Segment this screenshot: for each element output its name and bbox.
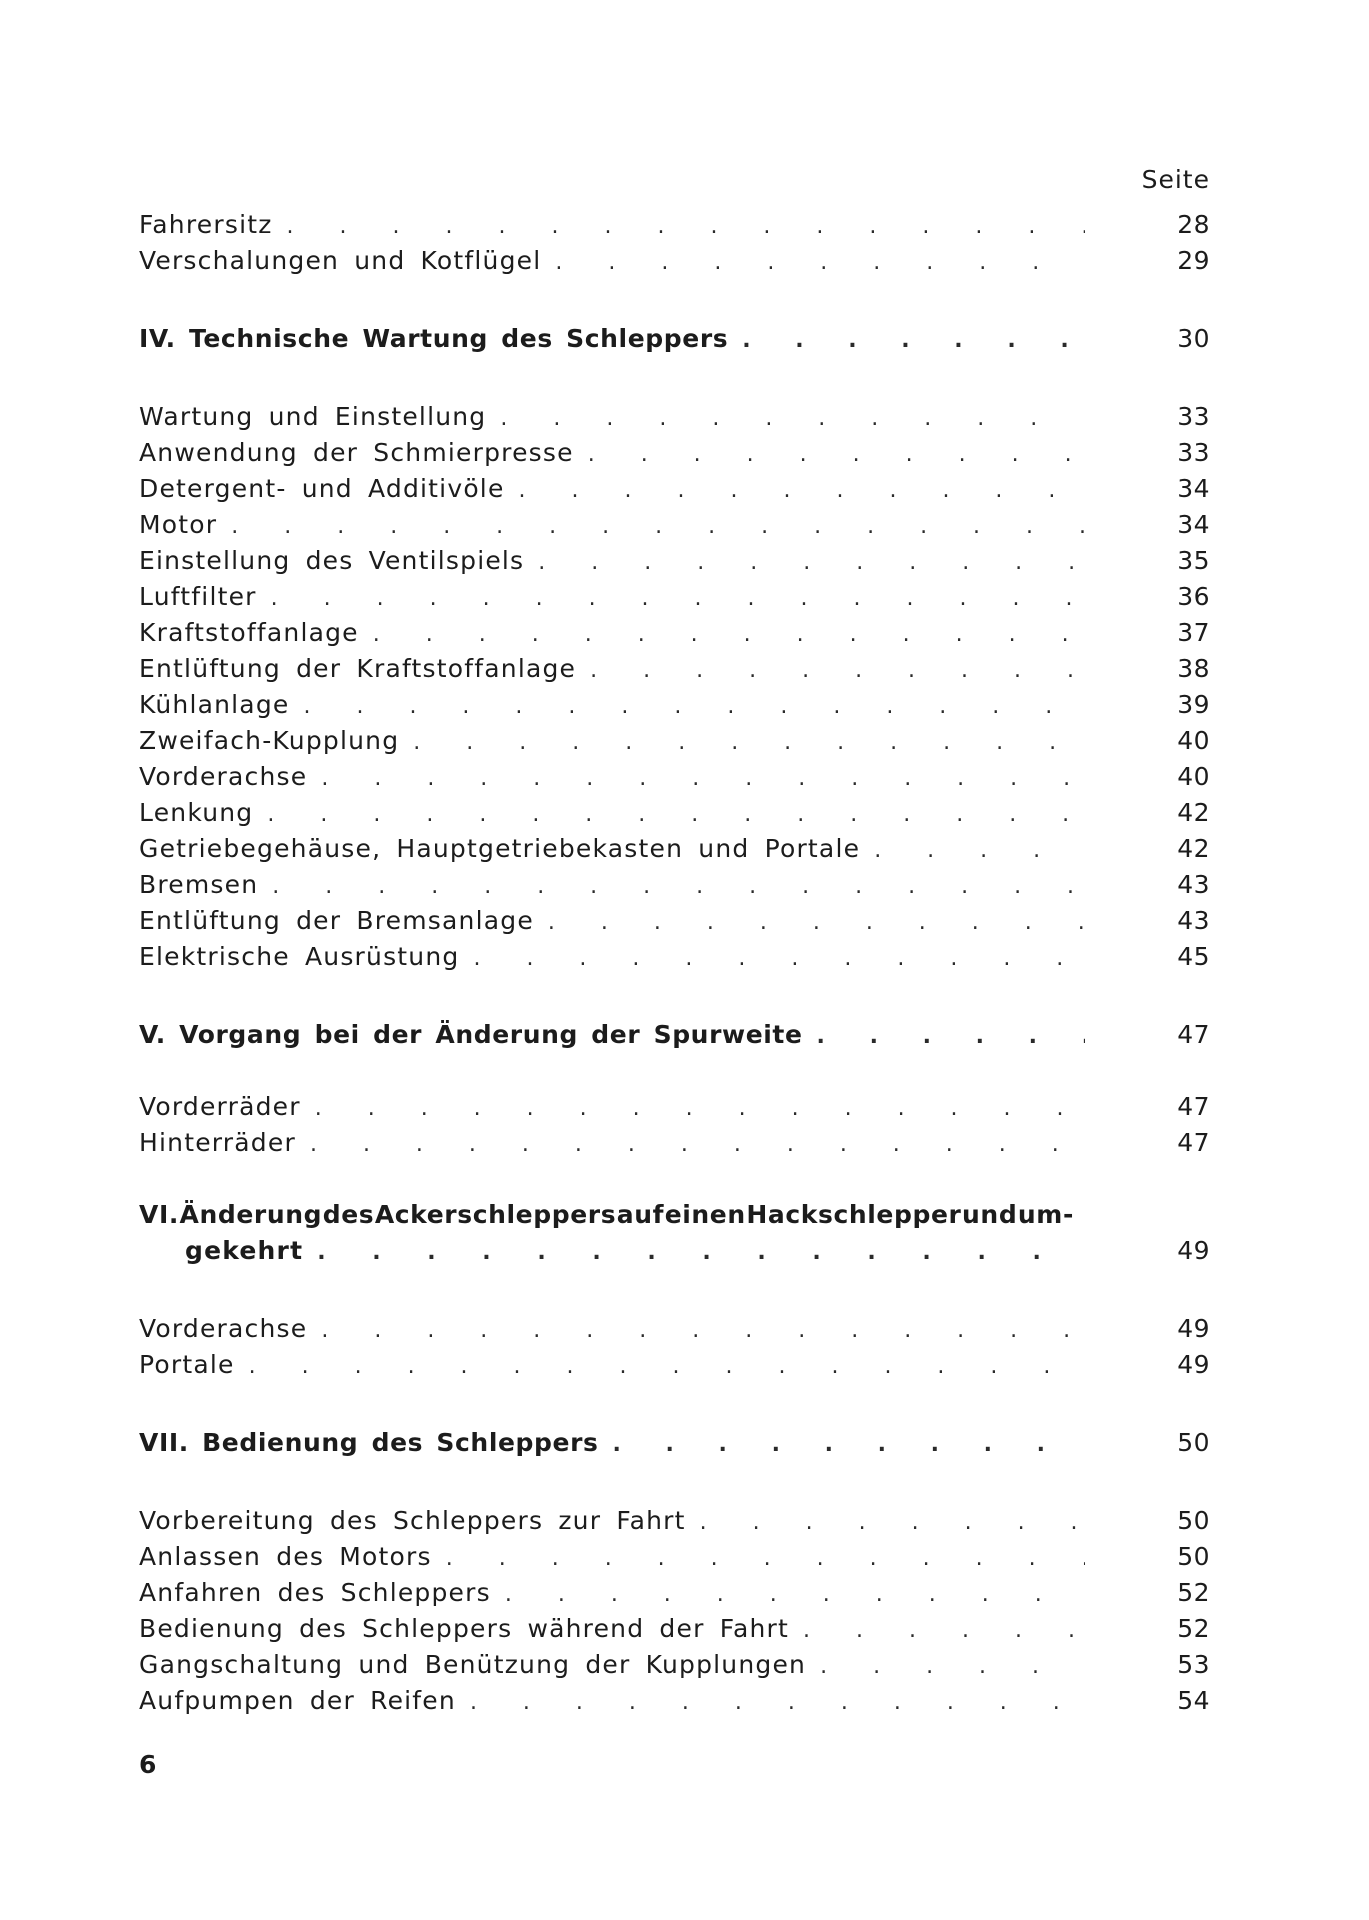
table-of-contents xyxy=(139,210,1210,1722)
dot-leader xyxy=(271,586,1085,611)
dot-leader xyxy=(272,874,1085,899)
heading-word: einen xyxy=(664,1200,746,1229)
toc-entry-title: Vorbereitung des Schleppers zur Fahrt xyxy=(139,1506,686,1535)
toc-entry-page: 47 xyxy=(1177,1092,1210,1121)
toc-entry-title: Getriebegehäuse, Hauptgetriebekasten und Portale xyxy=(139,834,861,863)
toc-entry xyxy=(139,1506,1210,1542)
dot-leader xyxy=(249,1354,1085,1379)
toc-heading-page: 47 xyxy=(1177,1020,1210,1049)
toc-entry-page: 53 xyxy=(1177,1650,1210,1679)
toc-entry xyxy=(139,546,1210,582)
toc-heading-page: 50 xyxy=(1177,1428,1210,1457)
dot-leader xyxy=(321,1318,1085,1343)
toc-heading-title: IV. Technische Wartung des Schleppers xyxy=(139,324,729,353)
dot-leader xyxy=(267,802,1085,827)
toc-entry-title: Bremsen xyxy=(139,870,259,899)
toc-entry-title: Einstellung des Ventilspiels xyxy=(139,546,525,575)
toc-heading-line1 xyxy=(139,1200,1074,1236)
toc-entry-page: 33 xyxy=(1177,438,1210,467)
toc-entry xyxy=(139,1350,1210,1386)
toc-entry xyxy=(139,618,1210,654)
dot-leader xyxy=(519,478,1085,503)
toc-entry-page: 34 xyxy=(1177,510,1210,539)
toc-entry-title: Wartung und Einstellung xyxy=(139,402,487,431)
toc-entry-page: 43 xyxy=(1177,906,1210,935)
toc-entry xyxy=(139,690,1210,726)
toc-entry-page: 38 xyxy=(1177,654,1210,683)
toc-entry-title: Vorderachse xyxy=(139,762,308,791)
toc-entry xyxy=(139,582,1210,618)
toc-chapter-heading-multiline xyxy=(139,1200,1210,1272)
toc-entry-page: 33 xyxy=(1177,402,1210,431)
toc-entry-title: Gangschaltung und Benützung der Kupplungen xyxy=(139,1650,807,1679)
toc-entry-title: Lenkung xyxy=(139,798,254,827)
dot-leader xyxy=(548,910,1085,935)
dot-leader xyxy=(373,622,1085,647)
toc-entry xyxy=(139,1578,1210,1614)
dot-leader xyxy=(590,658,1085,683)
dot-leader xyxy=(315,1096,1085,1121)
toc-entry-title: Zweifach-Kupplung xyxy=(139,726,400,755)
toc-entry xyxy=(139,798,1210,834)
toc-entry-page: 36 xyxy=(1177,582,1210,611)
toc-entry xyxy=(139,402,1210,438)
toc-entry xyxy=(139,1092,1210,1128)
toc-chapter-heading xyxy=(139,1020,1210,1056)
toc-entry-page: 42 xyxy=(1177,798,1210,827)
toc-entry-title: Aufpumpen der Reifen xyxy=(139,1686,456,1715)
heading-word: Änderung xyxy=(179,1200,323,1229)
toc-entry-page: 50 xyxy=(1177,1542,1210,1571)
toc-entry xyxy=(139,942,1210,978)
toc-entry-page: 29 xyxy=(1177,246,1210,275)
dot-leader xyxy=(473,946,1085,971)
dot-leader xyxy=(742,328,1085,353)
dot-leader xyxy=(231,514,1085,539)
toc-entry-title: Elektrische Ausrüstung xyxy=(139,942,460,971)
dot-leader xyxy=(505,1582,1085,1607)
toc-entry xyxy=(139,438,1210,474)
toc-entry xyxy=(139,1686,1210,1722)
toc-entry-title: Vorderachse xyxy=(139,1314,308,1343)
heading-word: Ackerschleppers xyxy=(374,1200,617,1229)
dot-leader xyxy=(613,1432,1085,1457)
seite-column-label: Seite xyxy=(1141,165,1210,194)
toc-heading-page: 30 xyxy=(1177,324,1210,353)
toc-chapter-heading xyxy=(139,1428,1210,1464)
toc-entry xyxy=(139,510,1210,546)
toc-entry-page: 47 xyxy=(1177,1128,1210,1157)
toc-entry-page: 52 xyxy=(1177,1614,1210,1643)
page-number: 6 xyxy=(139,1750,157,1779)
toc-entry-title: Motor xyxy=(139,510,218,539)
dot-leader xyxy=(874,838,1085,863)
toc-entry xyxy=(139,1314,1210,1350)
toc-entry xyxy=(139,726,1210,762)
toc-entry-title: Verschalungen und Kotflügel xyxy=(139,246,542,275)
toc-entry-page: 52 xyxy=(1177,1578,1210,1607)
toc-entry-page: 45 xyxy=(1177,942,1210,971)
toc-entry-page: 35 xyxy=(1177,546,1210,575)
dot-leader xyxy=(413,730,1085,755)
toc-entry-title: Entlüftung der Bremsanlage xyxy=(139,906,534,935)
heading-word: auf xyxy=(616,1200,665,1229)
toc-entry-title: Hinterräder xyxy=(139,1128,296,1157)
dot-leader xyxy=(287,214,1085,239)
toc-entry xyxy=(139,474,1210,510)
toc-entry xyxy=(139,1542,1210,1578)
dot-leader xyxy=(555,250,1085,275)
toc-entry-page: 42 xyxy=(1177,834,1210,863)
toc-entry-page: 43 xyxy=(1177,870,1210,899)
heading-word: des xyxy=(322,1200,375,1229)
toc-entry-title: Anfahren des Schleppers xyxy=(139,1578,491,1607)
toc-entry-title: Vorderräder xyxy=(139,1092,301,1121)
toc-entry-page: 54 xyxy=(1177,1686,1210,1715)
toc-entry-page: 40 xyxy=(1177,726,1210,755)
toc-entry-title: Bedienung des Schleppers während der Fahrt xyxy=(139,1614,790,1643)
toc-entry-page: 34 xyxy=(1177,474,1210,503)
toc-entry xyxy=(139,1650,1210,1686)
toc-chapter-heading xyxy=(139,324,1210,360)
toc-entry-title: Anwendung der Schmierpresse xyxy=(139,438,574,467)
toc-entry xyxy=(139,210,1210,246)
toc-entry-page: 49 xyxy=(1177,1314,1210,1343)
toc-entry-page: 40 xyxy=(1177,762,1210,791)
toc-entry xyxy=(139,834,1210,870)
dot-leader xyxy=(317,1240,1085,1265)
toc-entry-title: Luftfilter xyxy=(139,582,257,611)
toc-entry xyxy=(139,654,1210,690)
dot-leader xyxy=(500,406,1085,431)
dot-leader xyxy=(700,1510,1085,1535)
dot-leader xyxy=(310,1132,1085,1157)
toc-entry-title: Anlassen des Motors xyxy=(139,1542,432,1571)
toc-heading-page: 49 xyxy=(1177,1236,1210,1265)
toc-entry-page: 39 xyxy=(1177,690,1210,719)
dot-leader xyxy=(803,1618,1085,1643)
heading-word: und xyxy=(962,1200,1018,1229)
dot-leader xyxy=(303,694,1085,719)
toc-entry xyxy=(139,762,1210,798)
dot-leader xyxy=(588,442,1085,467)
toc-entry xyxy=(139,246,1210,282)
dot-leader xyxy=(817,1024,1085,1049)
dot-leader xyxy=(820,1654,1085,1679)
dot-leader xyxy=(446,1546,1085,1571)
toc-entry-title: Portale xyxy=(139,1350,235,1379)
heading-word: Hackschlepper xyxy=(746,1200,962,1229)
toc-heading-title: gekehrt xyxy=(185,1236,304,1265)
toc-entry xyxy=(139,1128,1210,1164)
toc-entry-page: 28 xyxy=(1177,210,1210,239)
heading-word: VI. xyxy=(139,1200,179,1229)
toc-entry-title: Kraftstoffanlage xyxy=(139,618,359,647)
dot-leader xyxy=(470,1690,1085,1715)
toc-entry xyxy=(139,1614,1210,1650)
toc-entry xyxy=(139,870,1210,906)
toc-entry-title: Detergent- und Additivöle xyxy=(139,474,505,503)
toc-heading-title: VII. Bedienung des Schleppers xyxy=(139,1428,599,1457)
toc-entry-page: 37 xyxy=(1177,618,1210,647)
toc-entry-title: Kühlanlage xyxy=(139,690,290,719)
dot-leader xyxy=(538,550,1085,575)
toc-entry-page: 50 xyxy=(1177,1506,1210,1535)
toc-entry xyxy=(139,906,1210,942)
toc-entry-page: 49 xyxy=(1177,1350,1210,1379)
toc-heading-title: V. Vorgang bei der Änderung der Spurweite xyxy=(139,1020,803,1049)
heading-word: um- xyxy=(1017,1200,1074,1229)
toc-entry-title: Entlüftung der Kraftstoffanlage xyxy=(139,654,577,683)
dot-leader xyxy=(321,766,1085,791)
toc-heading-line2 xyxy=(139,1236,1210,1272)
toc-entry-title: Fahrersitz xyxy=(139,210,273,239)
